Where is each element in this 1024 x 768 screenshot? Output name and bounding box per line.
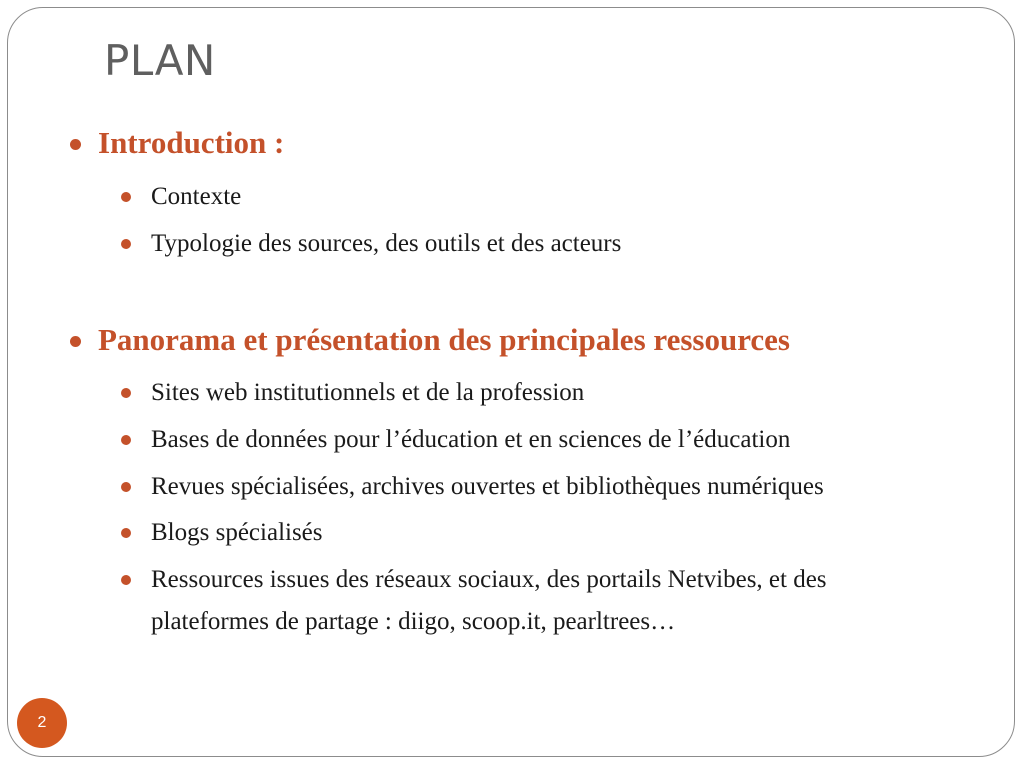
bullet-icon — [70, 139, 81, 150]
bullet-icon — [121, 528, 131, 538]
list-item: Ressources issues des réseaux sociaux, des portails Netvibes, et des — [151, 566, 827, 593]
list-item: Blogs spécialisés — [151, 519, 323, 546]
page-number: 2 — [37, 714, 47, 731]
list-item: Contexte — [151, 183, 242, 210]
list-item: Sites web institutionnels et de la profession — [151, 379, 585, 406]
bullet-icon — [121, 388, 131, 398]
section-heading-panorama: Panorama et présentation des principales ressources — [98, 322, 790, 357]
bullet-icon — [70, 336, 81, 347]
bullet-icon — [121, 482, 131, 492]
list-item-continuation: plateformes de partage : diigo, scoop.it, pearltrees… — [151, 608, 676, 635]
bullet-icon — [121, 435, 131, 445]
bullet-icon — [121, 575, 131, 585]
slide-title: PLAN — [104, 36, 216, 85]
section-heading-introduction: Introduction : — [98, 125, 285, 160]
bullet-icon — [121, 192, 131, 202]
bullet-icon — [121, 239, 131, 249]
list-item: Revues spécialisées, archives ouvertes et bibliothèques numériques — [151, 473, 824, 500]
list-item: Bases de données pour l’éducation et en sciences de l’éducation — [151, 426, 791, 453]
list-item: Typologie des sources, des outils et des acteurs — [151, 230, 622, 257]
page-number-badge — [17, 698, 67, 748]
